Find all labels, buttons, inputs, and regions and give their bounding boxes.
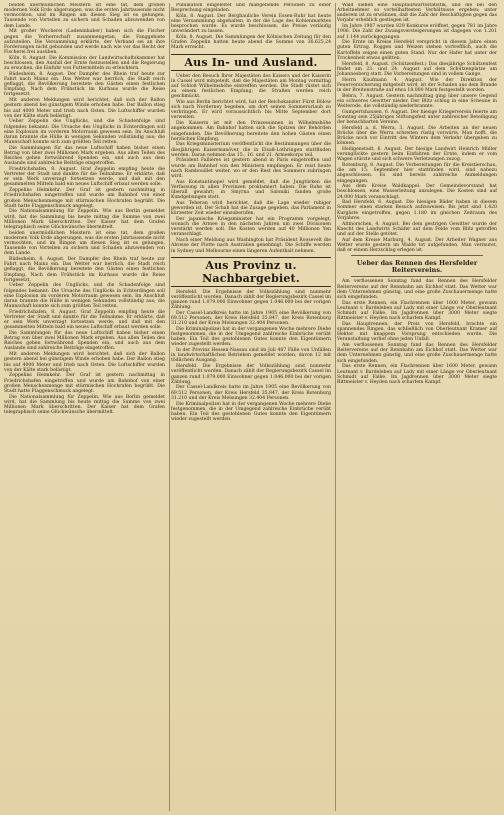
article-paragraph: Zeppelins Heimkehr. Der Graf ist gestern nachmittag in Friedrichshafen eingetroffen und wurde am Bahnhof von einer großen Menschenmenge mit stürmischen Hochrufen begrüßt. Die Stadt hatte Flaggenschmuck angelegt. <box>4 373 165 394</box>
article-paragraph: Rüdesheim, 8. August. Der Dampfer des Rhein traf heute zur Fahrt nach Mainz ein. Das Wetter war herrlich, die Stadt reich geflaggt, die Bevölkerung bereitete den Gästen einen festlichen Empfang. Nach dem Frühstück im Kurhaus wurde die Reise fortgesetzt. <box>4 257 165 283</box>
article-paragraph: Köln, 8. August. Die Sammlungen der Kölnischen Zeitung für den Grafen Zeppelin hatten heute abend die Summe von 36.625,24 Mark erreicht. <box>171 35 331 51</box>
article-paragraph: Die Kriminalpolizei hat in der vergangenen Woche mehrere Diebe festgenommen, die in der Umgegend zahlreiche Einbrüche verübt haben. Ein Teil des gestohlenen Gutes konnte den Eigentümern wieder zugestellt werden. <box>171 326 331 348</box>
article-paragraph: Nach einer Meldung aus Washington hat Präsident Roosevelt die Abreise der Flotte nach Australien genehmigt. Die Schiffe werden in Sydney und Melbourne einen längeren Aufenthalt nehmen. <box>171 238 331 254</box>
article-paragraph: Friedrichshafen, 8. August. Graf Zeppelin empfing heute die Vertreter der Stadt und dankte für die Teilnahme. Er erklärte, daß er sein Werk unverzagt fortsetzen werde, und daß mit den gesammelten Mitteln bald ein neues Luftschiff erbaut werden solle. <box>4 167 165 188</box>
section-heading-box <box>171 54 331 71</box>
article-paragraph: Die Nationalsammlung für Zeppelin. Wie aus Berlin gemeldet wird, hat die Sammlung bis heute mittag die Summe von zwei Millionen Mark überschritten. Der Kaiser hat dem Grafen telegraphisch seine Glückwünsche übermittelt. <box>4 209 165 230</box>
article-paragraph: Ueber Zeppelin des Unglücks, und die Schadenfolge sind folgendes bekannt: Die Ursache des Unglücks in Echterdingen soll eine Explosion im vorderen Motorraum gewesen sein. Im Anschluß daran brannte die Hülle in wenigen Sekunden vollständig aus; die Mannschaft konnte sich zum größten Teil retten. <box>4 283 165 310</box>
column-right <box>335 3 498 811</box>
article-paragraph: beiden unermüdlichen Meistern ist eine tat, dem großen modernen Volk Erde abgerungen, was die ersten Jahrtausende nicht vermochten, und im Ringen um diesen Sieg ist es gelungen, Tausende von Vorteilen zu sichern und Schaden abzuwenden von dem Lande. <box>4 3 165 29</box>
article-paragraph: Am verflossenen Sonntag fand das Rennen des Hersfelder Reitervereins auf der Rennbahn am Eichhof statt. Das Wetter war dem Unternehmen günstig, und eine große Zuschauermenge hatte sich eingefunden. <box>337 343 497 364</box>
article-paragraph: Präsident Fallières ist gestern abend in Paris eingetroffen und wurde am Bahnhof von den Ministern empfangen. Er reist heute nach Rambouillet weiter, wo er den Rest des Sommers zubringen wird. <box>171 158 331 179</box>
article-paragraph: Bebra, 7. August. Gestern nachmittag ging über unsere Gegend ein schweres Gewitter nieder. Der Blitz schlug in eine Scheune in Weiterode, die vollständig niederbrannte. <box>337 93 497 109</box>
article-paragraph: Das Hauptrennen, der Preis von Hersfeld, brachte ein spannendes Ringen, das schließlich von Oberleutnant Kramer auf Hektor mit knappem Vorsprung entschieden wurde. Die Veranstaltung verlief ohne jeden Unfall. <box>337 321 497 343</box>
article-paragraph: Ueber Zeppelin des Unglücks, und die Schadenfolge sind folgendes bekannt: Die Ursache des Unglücks in Echterdingen soll eine Explosion im vorderen Motorraum gewesen sein. Im Anschluß daran brannte die Hülle in wenigen Sekunden vollständig aus; die Mannschaft konnte sich zum größten Teil retten. <box>4 119 165 146</box>
article-paragraph: In der Provinz Hessen-Nassau sind im Juli 487 Fälle von Unfällen in landwirtschaftlichen Betrieben gemeldet worden, davon 12 mit tödlichem Ausgang. <box>171 348 331 364</box>
article-paragraph: Heiligenstadt, 6. August. Der hiesige Landwirt Heinrich Müller verunglückte gestern beim Einfahren der Ernte, indem er vom Wagen stürzte und sich schwere Verletzungen zuzog. <box>337 146 497 163</box>
article-paragraph: Die Kriminalpolizei hat in der vergangenen Woche mehrere Diebe festgenommen, die in der Umgegend zahlreiche Einbrüche verübt haben. Ein Teil des gestohlenen Gutes konnte den Eigentümern wieder zugestellt werden. <box>171 401 331 422</box>
article-paragraph: Der Cassel-Landkreis hatte im Jahre 1905 eine Bevölkerung von 69.512 Personen, der Kreis Hersfeld 35.847, der Kreis Rotenburg 31.210 und der Kreis Melsungen 32.404 Personen. <box>171 310 331 327</box>
article-paragraph: Die Kaiserin ist mit den Prinzessinnen in Wilhelmshöhe angekommen. Am Bahnhof hatten sich die Spitzen der Behörden eingefunden. Die Bevölkerung bereitete den hohen Gästen einen herzlichen Empfang. <box>171 121 331 142</box>
section-heading-box <box>171 257 331 287</box>
section-heading-rennen: Ueber das Rennen des Hersfelder Reitervereins. <box>356 259 478 275</box>
article-paragraph: Friedrichshafen, 8. August. Graf Zeppelin empfing heute die Vertreter der Stadt und dankte für die Teilnahme. Er erklärte, daß er sein Werk unverzagt fortsetzen werde, und daß mit den gesammelten Mitteln bald ein neues Luftschiff erbaut werden solle. <box>4 309 165 331</box>
article-paragraph: Aus Teheran wird berichtet, daß die Lage wieder ruhiger geworden ist. Der Schah hat die Zusage gegeben, das Parlament in kürzester Zeit wieder einzuberufen. <box>171 200 331 217</box>
article-paragraph: Mit großer Wucherei (Ladeninhaber) haben sich die Fischer gegen die Vorherrschaft zusammengetan, die Fanggebiete aufzuteilen. Die Versammlung erklärte, der Verband sei an ihre Forderungen nicht gebunden und werde nach wie vor das Recht der Fischerei frei ausüben. <box>4 29 165 55</box>
article-paragraph: Das erste Rennen, ein Flachrennen über 1600 Meter, gewann Leutnant v. Bardeleben auf Lady mit einer Länge vor Oberleutnant Schmidt auf Falke. Im Jagdrennen über 3000 Meter siegte Rittmeister v. Heyden nach scharfem Kampf. <box>337 364 497 385</box>
article-paragraph: Köln, 8. August. Die Kommission der Landwirtschaftskammer hat beschlossen, den Ausfall der Ernte festzustellen und die Regierung zu ersuchen, die Einfuhr von Futtermitteln zu erleichtern. <box>4 55 165 72</box>
column-left <box>3 3 166 811</box>
article-paragraph: Ueber den Besuch Ihrer Majestäten des Kaisers und der Kaiserin in Cassel wird mitgeteilt, daß die Majestäten am Montag vormittag auf Schloß Wilhelmshöhe eintreffen werden. Die Stadt rüstet sich zu einem festlichen Empfang; die Straßen werden reich geschmückt. <box>171 73 331 100</box>
article-paragraph: Hersfeld a. d. Werra, 3. August. Die Arbeiten an der neuen Brücke über die Werra schreiten rüstig vorwärts. Man hofft, die Brücke noch vor Eintritt des Winters dem Verkehr übergeben zu können. <box>337 125 497 147</box>
article-paragraph: Hersfeld. Die Ergebnisse der Volkszählung sind nunmehr veröffentlicht worden. Danach zählt der Regierungsbezirk Cassel im ganzen rund 1.079.000 Einwohner gegen 1.046.000 bei der vorigen Zählung. <box>171 289 331 311</box>
article-paragraph: Wie aus Berlin berichtet wird, hat der Reichskanzler Fürst Bülow sich nach Norderney begeben, um dort seinen Sommerurlaub zu verbringen. Er wird voraussichtlich bis Mitte September dort verweilen. <box>171 99 331 121</box>
article-paragraph: Mit anderen Meldungen wird berichtet, daß sich der Ballon gestern abend bei günstigem Winde erhoben habe. Der Ballon stieg bis auf 4000 Meter und trieb nach Osten. Die Luftschiffer wurden von der Kälte stark belästigt. <box>4 352 165 373</box>
article-paragraph: Aus Konstantinopel wird gemeldet, daß die Jungtürken die Verfassung in allen Provinzen proklamiert haben. Die Ruhe ist überall gewahrt; in Smyrna und Saloniki fanden große Kundgebungen statt. <box>171 179 331 201</box>
article-paragraph: Hersfeld. Die Ergebnisse der Volkszählung sind nunmehr veröffentlicht worden. Danach zählt der Regierungsbezirk Cassel im ganzen rund 1.079.000 Einwohner gegen 1.046.000 bei der vorigen Zählung. <box>171 364 331 385</box>
section-heading-in-und-ausland: Aus In- und Ausland. <box>184 55 318 69</box>
article-paragraph: Rüdesheim, 8. August. Der Dampfer des Rhein traf heute zur Fahrt nach Mainz ein. Das Wetter war herrlich, die Stadt reich geflaggt, die Bevölkerung bereitete den Gästen einen festlichen Empfang. Nach dem Frühstück im Kurhaus wurde die Reise fortgesetzt. <box>4 71 165 98</box>
article-paragraph: Der Cassel-Landkreis hatte im Jahre 1905 eine Bevölkerung von 69.512 Personen, der Kreis Hersfeld 35.847, der Kreis Rotenburg 31.210 und der Kreis Melsungen 32.404 Personen. <box>171 385 331 401</box>
article-paragraph: Rotenburg, 8. August. Die Vorbereitungen für die Kreistierschau, die am 15. September hier stattfinden wird, sind nahezu abgeschlossen. Es sind bereits zahlreiche Anmeldungen eingegangen. <box>337 163 497 184</box>
article-paragraph: Mit anderen Meldungen wird berichtet, daß sich der Ballon gestern abend bei günstigem Winde erhoben habe. Der Ballon stieg bis auf 4000 Meter und trieb nach Osten. Die Luftschiffer wurden von der Kälte stark belästigt. <box>4 98 165 119</box>
article-paragraph: Zeppelins Heimkehr. Der Graf ist gestern nachmittag in Friedrichshafen eingetroffen und wurde am Bahnhof von einer großen Menschenmenge mit stürmischen Hochrufen begrüßt. Die Stadt hatte Flaggenschmuck angelegt. <box>4 188 165 209</box>
article-paragraph: Die Sammlungen für das neue Luftschiff haben bisher einen Betrag von über zwei Millionen Mark ergeben. Aus allen Teilen des Reiches gehen fortwährend Spenden ein, und auch aus dem Auslande sind zahlreiche Beiträge eingetroffen. <box>4 331 165 352</box>
article-paragraph: Die Nationalsammlung für Zeppelin. Wie aus Berlin gemeldet wird, hat die Sammlung bis heute mittag die Summe von zwei Millionen Mark überschritten. Der Kaiser hat dem Grafen telegraphisch seine Glückwünsche übermittelt. <box>4 394 165 416</box>
article-paragraph: Die Ernte im Kreise Hersfeld verspricht in diesem Jahre einen guten Ertrag. Roggen und Weizen stehen vortrefflich, auch die Kartoffeln zeigen einen guten Stand. Nur der Hafer hat unter der Trockenheit etwas gelitten. <box>337 40 497 61</box>
article-paragraph: beiden unermüdlichen Meistern ist eine tat, dem großen modernen Volk Erde abgerungen, was die ersten Jahrtausende nicht vermochten, und im Ringen um diesen Sieg ist es gelungen, Tausende von Vorteilen zu sichern und Schaden abzuwenden von dem Lande. <box>4 230 165 257</box>
article-paragraph: Das erste Rennen, ein Flachrennen über 1600 Meter, gewann Leutnant v. Bardeleben auf Lady mit einer Länge vor Oberleutnant Schmidt auf Falke. Im Jagdrennen über 3000 Meter siegte Rittmeister v. Heyden nach scharfem Kampf. <box>337 300 497 322</box>
article-paragraph: Das Kriegsministerium veröffentlicht die Bestimmungen über die diesjährigen Kaisermanöver, die in Elsaß-Lothringen stattfinden werden. Daran nehmen das 15., 16. und 21. Armeekorps teil. <box>171 142 331 158</box>
section-divider <box>351 276 483 277</box>
section-divider <box>351 255 483 256</box>
article-paragraph: Wald siehen eine Hauptaufwärtsstatistik, und die bei den Arbeitnehmer so vorteilhaftesten Verhältnisse ergeben; unter anderem ist zu erwähnen, daß die Zahl der Beschäftigten gegen das Vorjahr erheblich gestiegen ist. <box>337 3 497 24</box>
article-paragraph: Am verflossenen Sonntag fand das Rennen des Hersfelder Reitervereins auf der Rennbahn am Eichhof statt. Das Wetter war dem Unternehmen günstig, und eine große Zuschauermenge hatte sich eingefunden. <box>337 279 497 300</box>
article-paragraph: Hersfeld, 8. August. (Schützenfest.) Das diesjährige Schützenfest findet am 23. und 24. August auf dem Schützenplatze am Johannesberg statt. Die Vorbereitungen sind in vollem Gange. <box>337 61 497 77</box>
article-paragraph: Herrn Kaufmann 4. August. Wie der Direktion der Feuerversicherung mitgeteilt wird, ist der Schaden aus dem Brande in der Breitenstraße auf etwa 18.000 Mark festgestellt worden. <box>337 77 497 93</box>
article-paragraph: Aus dem Kreise Waldkappel. Der Gemeindevorstand hat beschlossen, eine Wasserleitung anzulegen. Die Kosten sind auf 24.000 Mark veranschlagt. <box>337 184 497 200</box>
article-paragraph: Altmorschen, 4. August. Bei dem gestrigen Gewitter wurde der Knecht des Landwirts Schäfer auf dem Felde vom Blitz getroffen und auf der Stelle getötet. <box>337 221 497 237</box>
section-heading-provinz: Aus Provinz u. Nachbargebiet. <box>202 258 300 285</box>
article-paragraph: Gumpertshausen, 6. August. Der hiesige Kriegerverein feierte am Sonntag sein 25jähriges Stiftungsfest unter zahlreicher Beteiligung der benachbarten Vereine. <box>337 109 497 125</box>
article-paragraph: Publikation eingeleitet und maßgebende Personen zu einer Besprechung eingeladen. <box>171 3 331 14</box>
article-paragraph: Der japanische Kriegsminister hat ein Programm vorgelegt, wonach die Armee in den nächsten Jahren um zwei Divisionen verstärkt werden soll. Die Kosten werden auf 40 Millionen Yen veranschlagt. <box>171 216 331 238</box>
article-paragraph: Die Sammlungen für das neue Luftschiff haben bisher einen Betrag von über zwei Millionen Mark ergeben. Aus allen Teilen des Reiches gehen fortwährend Spenden ein, und auch aus dem Auslande sind zahlreiche Beiträge eingetroffen. <box>4 145 165 167</box>
article-paragraph: Im Jahre 1907 wurden 829 Konkurse eröffnet, gegen 781 im Jahre 1906. Die Zahl der Zwangsversteigerungen ist dagegen von 1.201 auf 1.144 zurückgegangen. <box>337 24 497 40</box>
article-paragraph: Auf dem Kreise Marburg, 4. August. Der Arbeiter Wagner aus Wetter wurde gestern im Walde tot aufgefunden. Man vermutet, daß er einem Herzschlag erlegen ist. <box>337 237 497 253</box>
article-paragraph: Köln, 8. August. Der Bergbauliche Verein Essen-Ruhr hat heute eine Versammlung abgehalten, in der die Lage des Kohlenmarktes besprochen wurde. Es wurde beschlossen, die Preise vorläufig unverändert zu lassen. <box>171 13 331 35</box>
article-paragraph: Bad Hersfeld, 6. August. Die hiesigen Bäder haben in diesem Sommer einen starken Besuch aufzuweisen. Bis jetzt sind 1.420 Kurgäste eingetroffen, gegen 1.180 im gleichen Zeitraum des Vorjahres. <box>337 200 497 221</box>
column-middle <box>169 3 332 811</box>
